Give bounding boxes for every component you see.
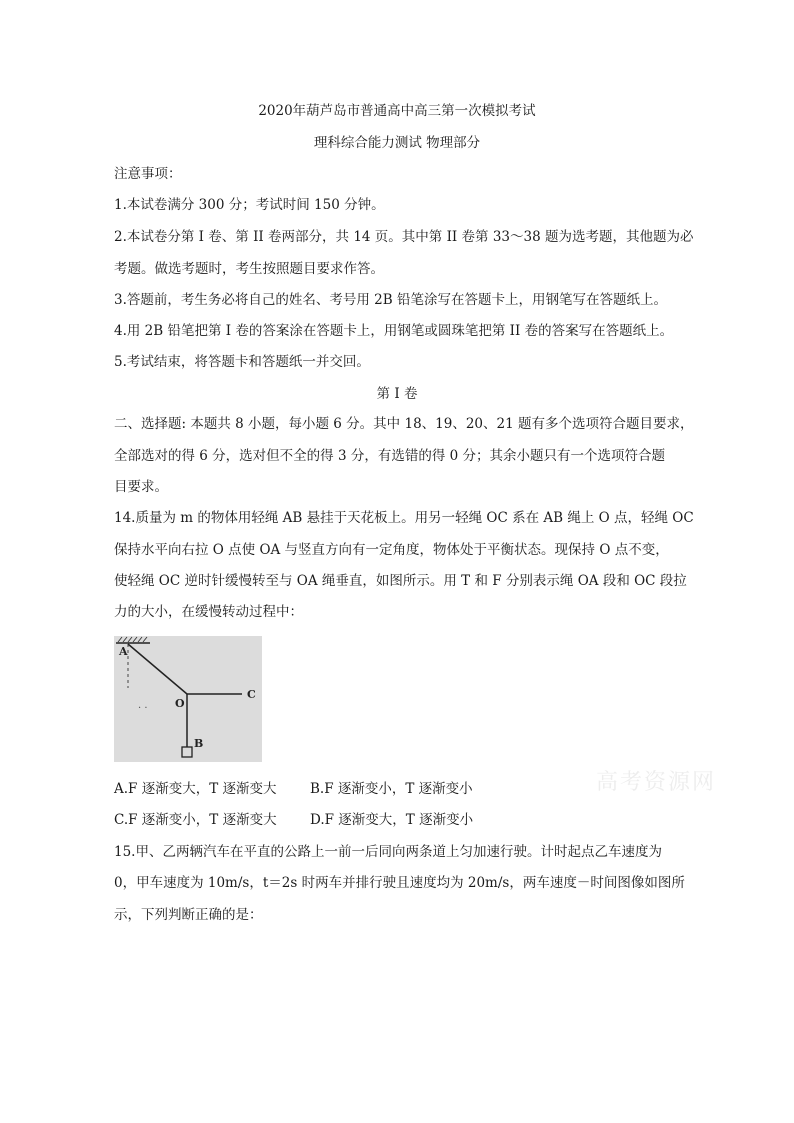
ceiling-hatching — [118, 637, 147, 642]
hanging-mass — [182, 747, 192, 757]
option-c: C.F 逐渐变小，T 逐渐变大 — [114, 812, 277, 828]
label-c: C — [247, 688, 256, 701]
option-a: A.F 逐渐变大，T 逐渐变大 — [114, 781, 277, 797]
label-b: B — [194, 737, 204, 750]
question-15-text: 0，甲车速度为 10m/s，t＝2s 时两车并排行驶且速度均为 20m/s，两车速度－时间图像如图所 — [114, 875, 685, 891]
question-14-text: 保持水平向右拉 O 点使 OA 与竖直方向有一定角度，物体处于平衡状态。现保持 O 点不变， — [114, 542, 669, 558]
rope-diagram-svg — [114, 636, 262, 762]
notice-line: 3.答题前，考生务必将自己的姓名、考号用 2B 铅笔涂写在答题卡上，用钢笔写在答题纸上。 — [114, 292, 667, 308]
notice-line: 1.本试卷满分 300 分；考试时间 150 分钟。 — [114, 197, 385, 213]
section-instruction: 目要求。 — [114, 479, 168, 495]
question-15-text: 15.甲、乙两辆汽车在平直的公路上一前一后同向两条道上匀加速行驶。计时起点乙车速度为 — [114, 844, 662, 860]
rope-diagram — [114, 636, 262, 762]
notice-line: 考题。做选考题时，考生按照题目要求作答。 — [114, 261, 384, 277]
watermark: 高考资源网 — [596, 770, 717, 795]
section-instruction: 全部选对的得 6 分，选对但不全的得 3 分，有选错的得 0 分；其余小题只有一个选项符合题 — [114, 448, 666, 464]
exam-title: 2020年葫芦岛市普通高中高三第一次模拟考试 — [258, 103, 536, 119]
label-o: O — [175, 697, 185, 710]
question-14-text: 使轻绳 OC 逆时针缓慢转至与 OA 绳垂直，如图所示。用 T 和 F 分别表示绳 OA 段和 OC 段拉 — [114, 573, 687, 589]
section-instruction: 二、选择题: 本题共 8 小题，每小题 6 分。其中 18、19、20、21 题有多个选项符合题目要求， — [114, 416, 694, 432]
question-14-text: 14.质量为 m 的物体用轻绳 AB 悬挂于天花板上。用另一轻绳 OC 系在 AB 绳上 O 点，轻绳 OC — [114, 510, 694, 526]
notice-line: 2.本试卷分第 I 卷、第 II 卷两部分，共 14 页。其中第 II 卷第 33～38 题为选考题，其他题为必 — [114, 229, 694, 245]
section-title: 第 I 卷 — [376, 386, 418, 402]
option-d: D.F 逐渐变大，T 逐渐变小 — [310, 812, 474, 828]
exam-subtitle: 理科综合能力测试 物理部分 — [313, 135, 481, 151]
option-b: B.F 逐渐变小，T 逐渐变小 — [310, 781, 473, 797]
notice-line: 4.用 2B 铅笔把第 I 卷的答案涂在答题卡上，用钢笔或圆珠笔把第 II 卷的答案写在答题纸上。 — [114, 323, 674, 339]
decor-dots: · · — [138, 703, 148, 714]
rope-oa — [128, 644, 187, 694]
notice-line: 5.考试结束，将答题卡和答题纸一并交回。 — [114, 354, 370, 370]
question-14-text: 力的大小，在缓慢转动过程中： — [114, 604, 303, 620]
label-a: A — [119, 645, 128, 658]
notice-heading: 注意事项： — [114, 166, 182, 182]
question-15-text: 示，下列判断正确的是： — [114, 907, 263, 923]
